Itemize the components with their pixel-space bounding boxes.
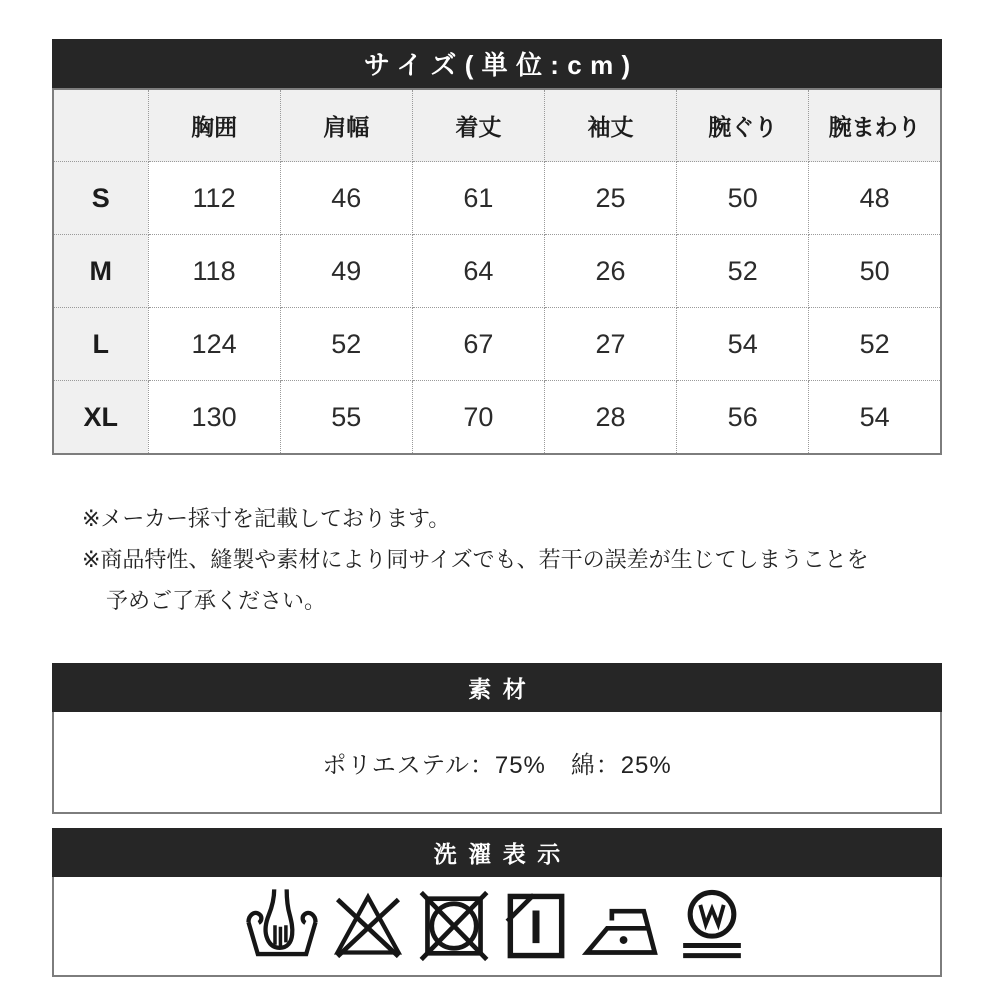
column-header: 胸囲: [148, 89, 280, 162]
size-value: 55: [280, 381, 412, 455]
size-value: 124: [148, 308, 280, 381]
washing-section-title: 洗濯表示: [52, 828, 942, 877]
column-header: 肩幅: [280, 89, 412, 162]
size-section-title: サイズ(単位:cm): [52, 39, 942, 88]
material-content: ポリエステル：75% 綿：25%: [52, 712, 942, 814]
material-section-title: 素材: [52, 663, 942, 712]
size-value: 54: [677, 308, 809, 381]
size-value: 48: [809, 162, 941, 235]
size-value: 28: [544, 381, 676, 455]
size-value: 70: [412, 381, 544, 455]
size-value: 56: [677, 381, 809, 455]
size-value: 26: [544, 235, 676, 308]
column-header: 袖丈: [544, 89, 676, 162]
size-value: 25: [544, 162, 676, 235]
table-row: [53, 381, 941, 455]
size-value: 61: [412, 162, 544, 235]
size-label: M: [53, 235, 148, 308]
size-value: 50: [677, 162, 809, 235]
size-value: 112: [148, 162, 280, 235]
size-value: 46: [280, 162, 412, 235]
size-label: S: [53, 162, 148, 235]
do-not-tumble-dry-icon: [415, 887, 493, 965]
note-line: 予めご了承ください。: [106, 588, 327, 613]
hand-wash-icon: [243, 887, 321, 965]
size-value: 27: [544, 308, 676, 381]
size-value: 49: [280, 235, 412, 308]
size-value: 52: [809, 308, 941, 381]
iron-low-temp-icon: [579, 887, 665, 965]
table-row: [53, 162, 941, 235]
size-value: 52: [280, 308, 412, 381]
size-value: 130: [148, 381, 280, 455]
size-value: 67: [412, 308, 544, 381]
size-label: L: [53, 308, 148, 381]
column-header: 着丈: [412, 89, 544, 162]
size-label: XL: [53, 381, 148, 455]
care-icons-row: [52, 877, 942, 977]
corner-cell: [53, 89, 148, 162]
table-row: [53, 235, 941, 308]
size-table-header-row: [53, 89, 941, 162]
material-section: [52, 663, 942, 814]
notes-block: [82, 498, 869, 621]
column-header: 腕ぐり: [677, 89, 809, 162]
column-header: 腕まわり: [809, 89, 941, 162]
note-line: ※メーカー採寸を記載しております。: [82, 506, 451, 531]
size-value: 118: [148, 235, 280, 308]
wet-cleaning-very-gentle-icon: [673, 887, 751, 965]
do-not-bleach-icon: [329, 887, 407, 965]
size-table: [52, 88, 942, 455]
size-value: 64: [412, 235, 544, 308]
size-section: [52, 39, 942, 455]
note-line: ※商品特性、縫製や素材により同サイズでも、若干の誤差が生じてしまうことを: [82, 547, 869, 572]
size-value: 52: [677, 235, 809, 308]
line-dry-in-shade-icon: [501, 887, 571, 965]
table-row: [53, 308, 941, 381]
washing-section: [52, 828, 942, 977]
size-value: 50: [809, 235, 941, 308]
size-value: 54: [809, 381, 941, 455]
